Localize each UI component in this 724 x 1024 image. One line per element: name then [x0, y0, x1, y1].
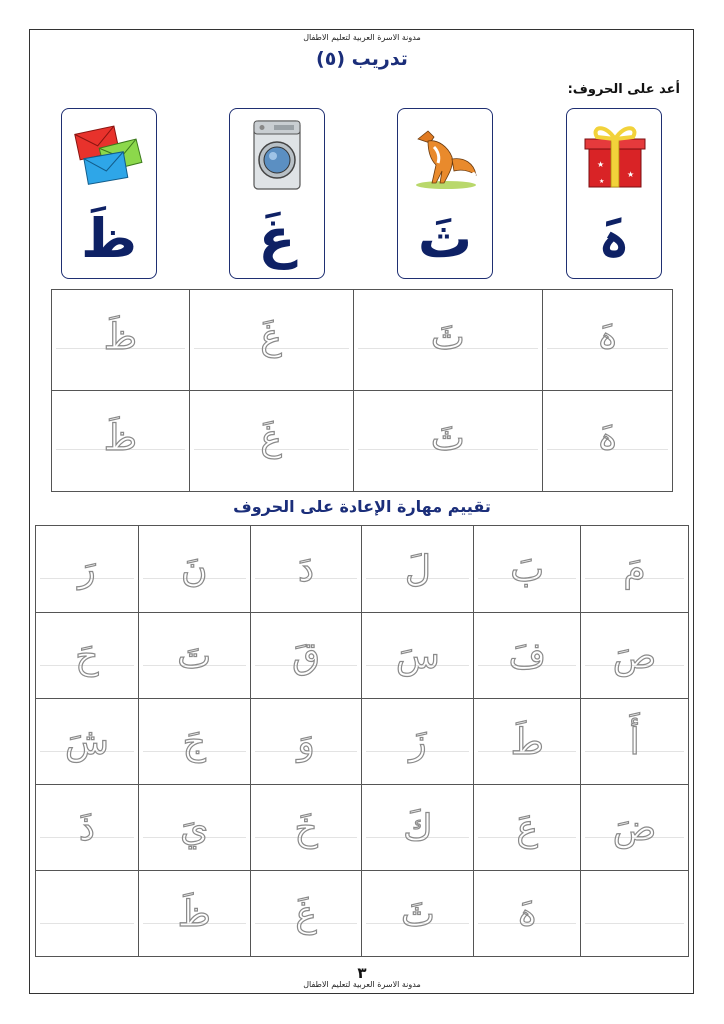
letter-card-zah	[61, 108, 157, 279]
assessment-cell	[36, 699, 139, 785]
traced-letter[interactable]: فَ	[508, 636, 546, 677]
page-number: ٣	[357, 964, 367, 982]
traced-letter[interactable]: ثَ	[430, 418, 465, 459]
practice-cell	[52, 290, 190, 391]
practice-cell	[353, 391, 543, 492]
assessment-cell	[138, 613, 250, 699]
assessment-row	[36, 785, 689, 871]
assessment-cell	[362, 613, 474, 699]
traced-letter[interactable]: مَ	[623, 549, 646, 590]
letter-card-haa	[566, 108, 662, 279]
practice-cell	[543, 391, 673, 492]
assessment-cell	[138, 871, 250, 957]
letter-card-thaa	[397, 108, 493, 279]
practice-cell	[189, 290, 353, 391]
assessment-cell	[474, 526, 581, 613]
traced-letter[interactable]: أَ	[629, 722, 640, 763]
traced-letter[interactable]: ظَ	[177, 894, 211, 935]
guide-line	[585, 923, 684, 924]
traced-letter[interactable]: طَ	[510, 722, 544, 763]
traced-letter[interactable]: رَ	[78, 549, 96, 590]
traced-letter[interactable]: ظَ	[103, 317, 138, 358]
practice-cell	[52, 391, 190, 492]
assessment-cell	[362, 526, 474, 613]
letter-card-ghain	[229, 108, 325, 279]
traced-letter[interactable]: غَ	[295, 894, 317, 935]
practice-cell	[189, 391, 353, 492]
assessment-row	[36, 699, 689, 785]
traced-letter[interactable]: غَ	[260, 317, 282, 358]
traced-letter[interactable]: قَ	[292, 636, 321, 677]
traced-letter[interactable]: غَ	[260, 418, 282, 459]
traced-letter[interactable]: ثَ	[430, 317, 465, 358]
assessment-cell	[581, 871, 689, 957]
assessment-cell	[362, 785, 474, 871]
traced-letter[interactable]: ثَ	[400, 894, 435, 935]
card-letter: ثَ	[417, 207, 473, 270]
card-letter: ظَ	[80, 207, 138, 270]
traced-letter[interactable]: جَ	[182, 722, 206, 763]
traced-letter[interactable]: عَ	[516, 808, 538, 849]
assessment-cell	[138, 785, 250, 871]
traced-letter[interactable]: يَ	[180, 808, 209, 849]
traced-letter[interactable]: نَ	[181, 549, 208, 590]
traced-letter[interactable]: لَ	[404, 549, 431, 590]
assessment-cell	[474, 699, 581, 785]
practice-cell	[543, 290, 673, 391]
traced-letter[interactable]: دَ	[298, 549, 315, 590]
page-title: تدريب (٥)	[316, 48, 408, 70]
assessment-cell	[581, 699, 689, 785]
assessment-cell	[36, 526, 139, 613]
svg-text:★: ★	[599, 178, 605, 185]
blog-footer: مدونة الاسرة العربية لتعليم الاطفال	[303, 980, 421, 989]
assessment-cell	[474, 613, 581, 699]
traced-letter[interactable]: خَ	[294, 808, 318, 849]
gift-image	[577, 117, 651, 193]
svg-text:★: ★	[597, 160, 605, 169]
traced-letter[interactable]: زَ	[409, 722, 427, 763]
practice-row	[52, 391, 673, 492]
practice-grid	[51, 289, 673, 492]
assessment-grid	[35, 525, 689, 957]
traced-letter[interactable]: كَ	[403, 808, 433, 849]
assessment-cell	[36, 613, 139, 699]
traced-letter[interactable]: سَ	[395, 636, 440, 677]
traced-letter[interactable]: تَ	[177, 636, 212, 677]
traced-letter[interactable]: ضَ	[612, 808, 657, 849]
assessment-cell	[362, 871, 474, 957]
assessment-cell	[250, 785, 362, 871]
assessment-cell	[250, 871, 362, 957]
traced-letter[interactable]: ہَ	[597, 317, 619, 358]
assessment-cell	[138, 526, 250, 613]
assessment-cell	[36, 871, 139, 957]
washing-machine-image	[240, 117, 314, 193]
assessment-cell	[581, 785, 689, 871]
blog-header: مدونة الاسرة العربية لتعليم الاطفال	[303, 33, 421, 42]
envelopes-image	[72, 117, 146, 193]
assessment-cell	[250, 613, 362, 699]
traced-letter[interactable]: شَ	[64, 722, 109, 763]
traced-letter[interactable]: وَ	[297, 722, 315, 763]
traced-letter[interactable]: ذَ	[78, 808, 95, 849]
traced-letter[interactable]: ہَ	[597, 418, 619, 459]
guide-line	[40, 923, 134, 924]
assessment-cell	[250, 699, 362, 785]
practice-cell	[353, 290, 543, 391]
assessment-title: تقييم مهارة الإعادة على الحروف	[233, 497, 491, 516]
assessment-cell	[362, 699, 474, 785]
assessment-cell	[250, 526, 362, 613]
traced-letter[interactable]: ہَ	[516, 894, 538, 935]
svg-text:★: ★	[627, 170, 635, 179]
traced-letter[interactable]: بَ	[510, 549, 545, 590]
assessment-cell	[36, 785, 139, 871]
assessment-row	[36, 613, 689, 699]
assessment-cell	[581, 526, 689, 613]
fox-image	[408, 117, 482, 193]
assessment-row	[36, 871, 689, 957]
practice-row	[52, 290, 673, 391]
card-letter: ہَ	[598, 207, 630, 270]
assessment-cell	[138, 699, 250, 785]
assessment-cell	[474, 785, 581, 871]
traced-letter[interactable]: حَ	[75, 636, 99, 677]
instruction-text: أعد على الحروف:	[567, 82, 680, 97]
traced-letter[interactable]: ظَ	[103, 418, 138, 459]
traced-letter[interactable]: صَ	[612, 636, 657, 677]
assessment-cell	[581, 613, 689, 699]
assessment-row	[36, 526, 689, 613]
card-letter: غَ	[258, 207, 296, 270]
assessment-cell	[474, 871, 581, 957]
